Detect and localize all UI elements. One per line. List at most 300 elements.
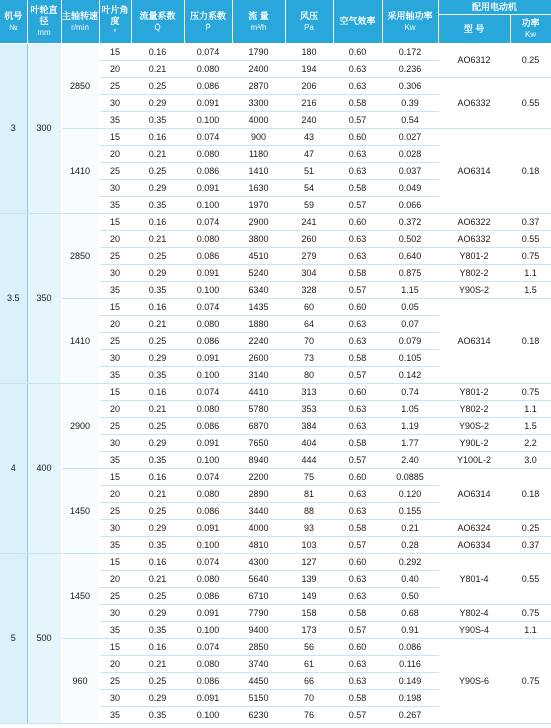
- cell-motor-power: 0.75: [510, 384, 551, 401]
- cell-blade-angle: 25: [99, 503, 131, 520]
- cell-blade-angle: 30: [99, 690, 131, 707]
- cell-flow-coefficient: 0.21: [131, 486, 184, 503]
- cell-blade-angle: 30: [99, 435, 131, 452]
- cell-flow-coefficient: 0.16: [131, 44, 184, 61]
- cell-air-efficiency: 0.57: [333, 282, 382, 299]
- cell-wind-pressure: 173: [285, 622, 333, 639]
- cell-flow-coefficient: 0.29: [131, 95, 184, 112]
- cell-machine-no: 4: [0, 384, 27, 554]
- cell-motor-power: 0.25: [510, 520, 551, 537]
- cell-blade-angle: 35: [99, 367, 131, 384]
- cell-flow: 2200: [232, 469, 285, 486]
- cell-flow: 3140: [232, 367, 285, 384]
- cell-flow: 1630: [232, 180, 285, 197]
- cell-flow: 2240: [232, 333, 285, 350]
- cell-air-efficiency: 0.60: [333, 384, 382, 401]
- cell-air-efficiency: 0.63: [333, 61, 382, 78]
- cell-flow-coefficient: 0.16: [131, 214, 184, 231]
- cell-blade-angle: 15: [99, 299, 131, 316]
- cell-air-efficiency: 0.58: [333, 180, 382, 197]
- cell-pressure-coefficient: 0.086: [184, 673, 232, 690]
- cell-air-efficiency: 0.63: [333, 418, 382, 435]
- cell-air-efficiency: 0.63: [333, 401, 382, 418]
- cell-shaft-power: 0.40: [382, 571, 438, 588]
- cell-blade-angle: 35: [99, 112, 131, 129]
- cell-blade-angle: 35: [99, 282, 131, 299]
- cell-flow-coefficient: 0.35: [131, 452, 184, 469]
- cell-flow-coefficient: 0.21: [131, 571, 184, 588]
- header-motor-power: 功率 Kw: [510, 15, 551, 44]
- cell-flow: 4300: [232, 554, 285, 571]
- cell-wind-pressure: 54: [285, 180, 333, 197]
- cell-air-efficiency: 0.60: [333, 554, 382, 571]
- cell-wind-pressure: 81: [285, 486, 333, 503]
- cell-motor-power: 0.75: [510, 605, 551, 622]
- cell-pressure-coefficient: 0.080: [184, 486, 232, 503]
- cell-air-efficiency: 0.63: [333, 486, 382, 503]
- cell-wind-pressure: 66: [285, 673, 333, 690]
- cell-air-efficiency: 0.57: [333, 197, 382, 214]
- cell-flow-coefficient: 0.16: [131, 129, 184, 146]
- cell-wind-pressure: 206: [285, 78, 333, 95]
- cell-pressure-coefficient: 0.091: [184, 265, 232, 282]
- cell-shaft-power: 0.292: [382, 554, 438, 571]
- cell-blade-angle: 30: [99, 265, 131, 282]
- cell-blade-angle: 20: [99, 146, 131, 163]
- cell-flow-coefficient: 0.29: [131, 520, 184, 537]
- cell-blade-angle: 30: [99, 95, 131, 112]
- header-wind-pressure: 风压 Pa: [285, 0, 333, 44]
- cell-blade-angle: 35: [99, 707, 131, 724]
- cell-flow-coefficient: 0.29: [131, 265, 184, 282]
- cell-flow: 5640: [232, 571, 285, 588]
- cell-flow-coefficient: 0.25: [131, 163, 184, 180]
- cell-pressure-coefficient: 0.080: [184, 656, 232, 673]
- cell-flow: 2850: [232, 639, 285, 656]
- header-air-efficiency: 空气效率: [333, 0, 382, 44]
- cell-pressure-coefficient: 0.080: [184, 316, 232, 333]
- cell-air-efficiency: 0.58: [333, 605, 382, 622]
- cell-wind-pressure: 76: [285, 707, 333, 724]
- cell-motor-power: 0.55: [510, 554, 551, 605]
- cell-shaft-power: 0.91: [382, 622, 438, 639]
- cell-motor-power: 1.1: [510, 401, 551, 418]
- cell-shaft-power: 0.74: [382, 384, 438, 401]
- cell-flow-coefficient: 0.25: [131, 673, 184, 690]
- cell-wind-pressure: 88: [285, 503, 333, 520]
- cell-flow-coefficient: 0.16: [131, 384, 184, 401]
- cell-motor-model: Y100L-2: [438, 452, 510, 469]
- cell-flow: 6710: [232, 588, 285, 605]
- cell-flow: 1435: [232, 299, 285, 316]
- cell-motor-model: Y90S-2: [438, 418, 510, 435]
- cell-wind-pressure: 260: [285, 231, 333, 248]
- cell-pressure-coefficient: 0.074: [184, 44, 232, 61]
- cell-wind-pressure: 139: [285, 571, 333, 588]
- cell-air-efficiency: 0.58: [333, 435, 382, 452]
- cell-flow: 2400: [232, 61, 285, 78]
- cell-flow-coefficient: 0.21: [131, 316, 184, 333]
- cell-blade-angle: 35: [99, 537, 131, 554]
- cell-shaft-speed: 1450: [61, 554, 99, 639]
- cell-motor-model: Y801-4: [438, 554, 510, 605]
- cell-shaft-power: 1.05: [382, 401, 438, 418]
- cell-flow-coefficient: 0.16: [131, 299, 184, 316]
- cell-flow: 6230: [232, 707, 285, 724]
- cell-shaft-power: 0.0885: [382, 469, 438, 486]
- cell-blade-angle: 20: [99, 401, 131, 418]
- cell-pressure-coefficient: 0.091: [184, 520, 232, 537]
- cell-shaft-power: 0.372: [382, 214, 438, 231]
- cell-shaft-power: 0.07: [382, 316, 438, 333]
- cell-wind-pressure: 127: [285, 554, 333, 571]
- cell-motor-model: Y90S-6: [438, 639, 510, 724]
- cell-wind-pressure: 80: [285, 367, 333, 384]
- cell-motor-power: 1.5: [510, 282, 551, 299]
- cell-motor-model: AO6332: [438, 231, 510, 248]
- cell-shaft-power: 0.105: [382, 350, 438, 367]
- cell-pressure-coefficient: 0.074: [184, 214, 232, 231]
- cell-shaft-power: 0.086: [382, 639, 438, 656]
- cell-flow: 9400: [232, 622, 285, 639]
- cell-motor-model: AO6312: [438, 44, 510, 78]
- cell-air-efficiency: 0.63: [333, 333, 382, 350]
- cell-flow: 2600: [232, 350, 285, 367]
- cell-flow: 8940: [232, 452, 285, 469]
- cell-impeller-diameter: 350: [27, 214, 61, 384]
- cell-wind-pressure: 313: [285, 384, 333, 401]
- cell-shaft-power: 0.05: [382, 299, 438, 316]
- cell-flow: 7790: [232, 605, 285, 622]
- cell-motor-model: Y802-2: [438, 265, 510, 282]
- cell-pressure-coefficient: 0.080: [184, 61, 232, 78]
- header-machine-no: 机号 №: [0, 0, 27, 44]
- cell-wind-pressure: 64: [285, 316, 333, 333]
- cell-pressure-coefficient: 0.074: [184, 384, 232, 401]
- cell-wind-pressure: 444: [285, 452, 333, 469]
- cell-flow-coefficient: 0.35: [131, 112, 184, 129]
- cell-motor-model: AO6314: [438, 299, 510, 384]
- cell-motor-power: 1.1: [510, 622, 551, 639]
- cell-flow-coefficient: 0.29: [131, 435, 184, 452]
- cell-flow-coefficient: 0.35: [131, 282, 184, 299]
- cell-shaft-power: 0.066: [382, 197, 438, 214]
- cell-pressure-coefficient: 0.080: [184, 571, 232, 588]
- cell-wind-pressure: 47: [285, 146, 333, 163]
- cell-shaft-power: 0.027: [382, 129, 438, 146]
- cell-shaft-power: 0.875: [382, 265, 438, 282]
- cell-pressure-coefficient: 0.086: [184, 248, 232, 265]
- cell-flow-coefficient: 0.29: [131, 605, 184, 622]
- cell-air-efficiency: 0.63: [333, 248, 382, 265]
- cell-flow: 1970: [232, 197, 285, 214]
- cell-pressure-coefficient: 0.091: [184, 435, 232, 452]
- cell-shaft-power: 0.120: [382, 486, 438, 503]
- cell-air-efficiency: 0.58: [333, 95, 382, 112]
- header-blade-angle: 叶片角度 °: [99, 0, 131, 44]
- cell-pressure-coefficient: 0.100: [184, 197, 232, 214]
- cell-wind-pressure: 93: [285, 520, 333, 537]
- cell-air-efficiency: 0.57: [333, 622, 382, 639]
- cell-wind-pressure: 60: [285, 299, 333, 316]
- cell-flow-coefficient: 0.35: [131, 622, 184, 639]
- cell-motor-model: Y802-2: [438, 401, 510, 418]
- table-row: [0, 469, 551, 486]
- cell-shaft-power: 0.049: [382, 180, 438, 197]
- cell-shaft-power: 0.116: [382, 656, 438, 673]
- cell-flow: 4810: [232, 537, 285, 554]
- cell-pressure-coefficient: 0.080: [184, 401, 232, 418]
- cell-air-efficiency: 0.58: [333, 265, 382, 282]
- cell-air-efficiency: 0.60: [333, 214, 382, 231]
- cell-flow-coefficient: 0.25: [131, 418, 184, 435]
- cell-shaft-speed: 1450: [61, 469, 99, 554]
- cell-flow: 5240: [232, 265, 285, 282]
- table-row: [0, 44, 551, 61]
- cell-wind-pressure: 51: [285, 163, 333, 180]
- cell-pressure-coefficient: 0.086: [184, 588, 232, 605]
- cell-flow: 5150: [232, 690, 285, 707]
- cell-pressure-coefficient: 0.086: [184, 78, 232, 95]
- cell-blade-angle: 15: [99, 44, 131, 61]
- cell-shaft-speed: 2850: [61, 214, 99, 299]
- cell-flow-coefficient: 0.35: [131, 367, 184, 384]
- cell-shaft-power: 0.68: [382, 605, 438, 622]
- table-row: [0, 299, 551, 316]
- cell-shaft-power: 2.40: [382, 452, 438, 469]
- cell-flow-coefficient: 0.25: [131, 78, 184, 95]
- cell-wind-pressure: 216: [285, 95, 333, 112]
- cell-flow-coefficient: 0.21: [131, 146, 184, 163]
- cell-pressure-coefficient: 0.091: [184, 180, 232, 197]
- cell-blade-angle: 15: [99, 469, 131, 486]
- cell-shaft-power: 1.19: [382, 418, 438, 435]
- cell-blade-angle: 35: [99, 197, 131, 214]
- cell-motor-power: 0.75: [510, 639, 551, 724]
- cell-air-efficiency: 0.63: [333, 673, 382, 690]
- cell-air-efficiency: 0.63: [333, 588, 382, 605]
- cell-motor-model: AO6324: [438, 520, 510, 537]
- cell-blade-angle: 20: [99, 231, 131, 248]
- cell-pressure-coefficient: 0.074: [184, 469, 232, 486]
- cell-flow-coefficient: 0.25: [131, 248, 184, 265]
- cell-wind-pressure: 149: [285, 588, 333, 605]
- cell-flow: 2890: [232, 486, 285, 503]
- cell-motor-power: 0.18: [510, 299, 551, 384]
- cell-blade-angle: 30: [99, 350, 131, 367]
- cell-shaft-speed: 2900: [61, 384, 99, 469]
- cell-motor-model: AO6314: [438, 129, 510, 214]
- cell-wind-pressure: 404: [285, 435, 333, 452]
- table-row: [0, 384, 551, 401]
- cell-blade-angle: 20: [99, 316, 131, 333]
- cell-blade-angle: 25: [99, 418, 131, 435]
- cell-shaft-power: 1.15: [382, 282, 438, 299]
- table-row: [0, 129, 551, 146]
- cell-shaft-power: 0.079: [382, 333, 438, 350]
- cell-air-efficiency: 0.58: [333, 350, 382, 367]
- cell-pressure-coefficient: 0.091: [184, 95, 232, 112]
- cell-motor-model: Y90L-2: [438, 435, 510, 452]
- cell-flow-coefficient: 0.25: [131, 503, 184, 520]
- cell-pressure-coefficient: 0.074: [184, 129, 232, 146]
- cell-flow: 6340: [232, 282, 285, 299]
- cell-pressure-coefficient: 0.080: [184, 231, 232, 248]
- cell-shaft-power: 0.54: [382, 112, 438, 129]
- cell-flow: 900: [232, 129, 285, 146]
- header-shaft-power: 采用轴功率 Kw: [382, 0, 438, 44]
- cell-flow: 3740: [232, 656, 285, 673]
- cell-air-efficiency: 0.63: [333, 78, 382, 95]
- cell-blade-angle: 30: [99, 180, 131, 197]
- cell-shaft-power: 0.502: [382, 231, 438, 248]
- cell-air-efficiency: 0.63: [333, 163, 382, 180]
- cell-wind-pressure: 194: [285, 61, 333, 78]
- cell-air-efficiency: 0.57: [333, 367, 382, 384]
- cell-flow: 5780: [232, 401, 285, 418]
- header-motor: 配用电动机: [438, 0, 551, 15]
- header-flow-coefficient: 流量系数 Q̄: [131, 0, 184, 44]
- cell-air-efficiency: 0.58: [333, 690, 382, 707]
- cell-blade-angle: 25: [99, 78, 131, 95]
- cell-flow: 2870: [232, 78, 285, 95]
- cell-flow: 1180: [232, 146, 285, 163]
- cell-flow: 4450: [232, 673, 285, 690]
- cell-wind-pressure: 353: [285, 401, 333, 418]
- cell-motor-power: 3.0: [510, 452, 551, 469]
- cell-shaft-power: 0.39: [382, 95, 438, 112]
- cell-motor-power: 1.1: [510, 265, 551, 282]
- cell-blade-angle: 20: [99, 486, 131, 503]
- cell-motor-model: Y801-2: [438, 248, 510, 265]
- cell-flow-coefficient: 0.29: [131, 690, 184, 707]
- cell-blade-angle: 25: [99, 163, 131, 180]
- cell-machine-no: 3.5: [0, 214, 27, 384]
- table-row: [0, 554, 551, 571]
- table-row: [0, 639, 551, 656]
- cell-flow-coefficient: 0.29: [131, 350, 184, 367]
- cell-flow: 3440: [232, 503, 285, 520]
- cell-motor-power: 0.25: [510, 44, 551, 78]
- cell-machine-no: 5: [0, 554, 27, 724]
- cell-motor-power: 0.18: [510, 129, 551, 214]
- cell-flow: 1880: [232, 316, 285, 333]
- cell-wind-pressure: 279: [285, 248, 333, 265]
- cell-pressure-coefficient: 0.086: [184, 163, 232, 180]
- cell-wind-pressure: 73: [285, 350, 333, 367]
- cell-wind-pressure: 304: [285, 265, 333, 282]
- header-shaft-speed: 主轴转速 r/min: [61, 0, 99, 44]
- cell-pressure-coefficient: 0.100: [184, 452, 232, 469]
- cell-flow-coefficient: 0.35: [131, 707, 184, 724]
- cell-flow-coefficient: 0.21: [131, 401, 184, 418]
- cell-pressure-coefficient: 0.100: [184, 367, 232, 384]
- cell-shaft-power: 0.267: [382, 707, 438, 724]
- cell-blade-angle: 20: [99, 656, 131, 673]
- table-body: [0, 44, 551, 724]
- cell-shaft-power: 0.037: [382, 163, 438, 180]
- cell-wind-pressure: 75: [285, 469, 333, 486]
- cell-blade-angle: 15: [99, 639, 131, 656]
- cell-flow-coefficient: 0.21: [131, 656, 184, 673]
- cell-shaft-speed: 1410: [61, 129, 99, 214]
- cell-pressure-coefficient: 0.086: [184, 418, 232, 435]
- table-row: [0, 214, 551, 231]
- cell-flow: 3800: [232, 231, 285, 248]
- cell-wind-pressure: 70: [285, 690, 333, 707]
- cell-flow-coefficient: 0.16: [131, 554, 184, 571]
- cell-motor-power: 0.37: [510, 214, 551, 231]
- cell-blade-angle: 15: [99, 384, 131, 401]
- cell-air-efficiency: 0.63: [333, 656, 382, 673]
- cell-flow-coefficient: 0.35: [131, 537, 184, 554]
- cell-blade-angle: 25: [99, 333, 131, 350]
- cell-flow-coefficient: 0.25: [131, 588, 184, 605]
- cell-motor-power: 0.75: [510, 248, 551, 265]
- cell-blade-angle: 35: [99, 452, 131, 469]
- cell-blade-angle: 15: [99, 214, 131, 231]
- cell-flow-coefficient: 0.25: [131, 333, 184, 350]
- cell-air-efficiency: 0.60: [333, 469, 382, 486]
- cell-blade-angle: 15: [99, 129, 131, 146]
- cell-flow: 6870: [232, 418, 285, 435]
- cell-pressure-coefficient: 0.074: [184, 554, 232, 571]
- cell-flow-coefficient: 0.35: [131, 197, 184, 214]
- cell-pressure-coefficient: 0.074: [184, 299, 232, 316]
- cell-motor-power: 1.5: [510, 418, 551, 435]
- cell-pressure-coefficient: 0.100: [184, 537, 232, 554]
- cell-pressure-coefficient: 0.091: [184, 350, 232, 367]
- cell-pressure-coefficient: 0.100: [184, 282, 232, 299]
- cell-pressure-coefficient: 0.086: [184, 503, 232, 520]
- cell-flow: 7650: [232, 435, 285, 452]
- cell-pressure-coefficient: 0.091: [184, 690, 232, 707]
- cell-flow-coefficient: 0.21: [131, 231, 184, 248]
- cell-pressure-coefficient: 0.086: [184, 333, 232, 350]
- cell-air-efficiency: 0.63: [333, 231, 382, 248]
- cell-flow: 4000: [232, 520, 285, 537]
- cell-shaft-power: 0.028: [382, 146, 438, 163]
- cell-wind-pressure: 158: [285, 605, 333, 622]
- cell-air-efficiency: 0.60: [333, 44, 382, 61]
- cell-motor-power: 0.37: [510, 537, 551, 554]
- cell-motor-model: AO6334: [438, 537, 510, 554]
- cell-motor-model: AO6314: [438, 469, 510, 520]
- cell-flow-coefficient: 0.16: [131, 639, 184, 656]
- cell-air-efficiency: 0.63: [333, 146, 382, 163]
- cell-flow: 1410: [232, 163, 285, 180]
- cell-motor-model: AO6332: [438, 78, 510, 129]
- cell-shaft-power: 0.28: [382, 537, 438, 554]
- cell-machine-no: 3: [0, 44, 27, 214]
- cell-flow: 2900: [232, 214, 285, 231]
- cell-air-efficiency: 0.63: [333, 571, 382, 588]
- cell-impeller-diameter: 400: [27, 384, 61, 554]
- cell-blade-angle: 20: [99, 571, 131, 588]
- cell-pressure-coefficient: 0.100: [184, 622, 232, 639]
- cell-shaft-power: 0.236: [382, 61, 438, 78]
- cell-motor-model: Y801-2: [438, 384, 510, 401]
- cell-blade-angle: 20: [99, 61, 131, 78]
- table-header: [0, 0, 551, 44]
- cell-impeller-diameter: 300: [27, 44, 61, 214]
- cell-pressure-coefficient: 0.100: [184, 707, 232, 724]
- cell-flow: 4510: [232, 248, 285, 265]
- cell-wind-pressure: 61: [285, 656, 333, 673]
- cell-impeller-diameter: 500: [27, 554, 61, 724]
- cell-blade-angle: 35: [99, 622, 131, 639]
- cell-motor-power: 0.55: [510, 231, 551, 248]
